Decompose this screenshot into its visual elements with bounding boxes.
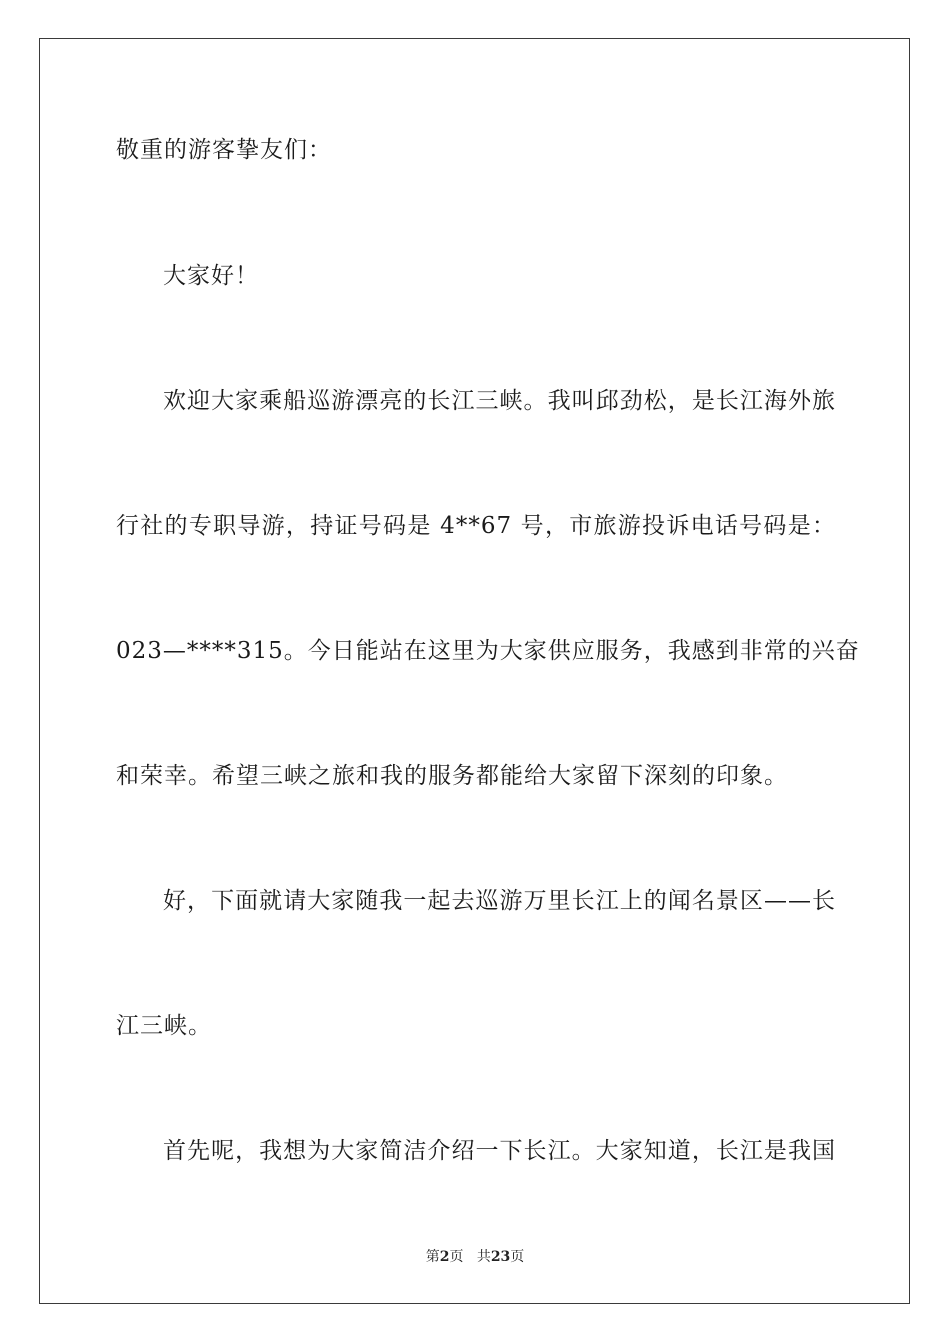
paragraph-line: 和荣幸。希望三峡之旅和我的服务都能给大家留下深刻的印象。 [116, 763, 788, 789]
paragraph-line: 欢迎大家乘船巡游漂亮的长江三峡。我叫邱劲松，是长江海外旅 [163, 388, 836, 414]
total-prefix: 共 [476, 1249, 491, 1265]
greeting-line: 大家好！ [163, 263, 259, 289]
page-suffix: 页 [449, 1249, 464, 1265]
page-number: 2 [439, 1249, 450, 1265]
paragraph-line: 行社的专职导游，持证号码是 4**67 号，市旅游投诉电话号码是： [116, 513, 836, 539]
total-pages: 23 [490, 1249, 511, 1265]
salutation-line: 敬重的游客挚友们： [116, 137, 332, 163]
paragraph-line: 好，下面就请大家随我一起去巡游万里长江上的闻名景区——长 [163, 888, 836, 914]
paragraph-line: 023—****315。今日能站在这里为大家供应服务，我感到非常的兴奋 [116, 638, 860, 664]
page-footer [0, 1248, 950, 1266]
total-suffix: 页 [510, 1249, 525, 1265]
paragraph-line: 江三峡。 [116, 1013, 212, 1039]
paragraph-line: 首先呢，我想为大家简洁介绍一下长江。大家知道，长江是我国 [163, 1138, 836, 1164]
page-prefix: 第 [425, 1249, 440, 1265]
page-border [39, 38, 910, 1304]
